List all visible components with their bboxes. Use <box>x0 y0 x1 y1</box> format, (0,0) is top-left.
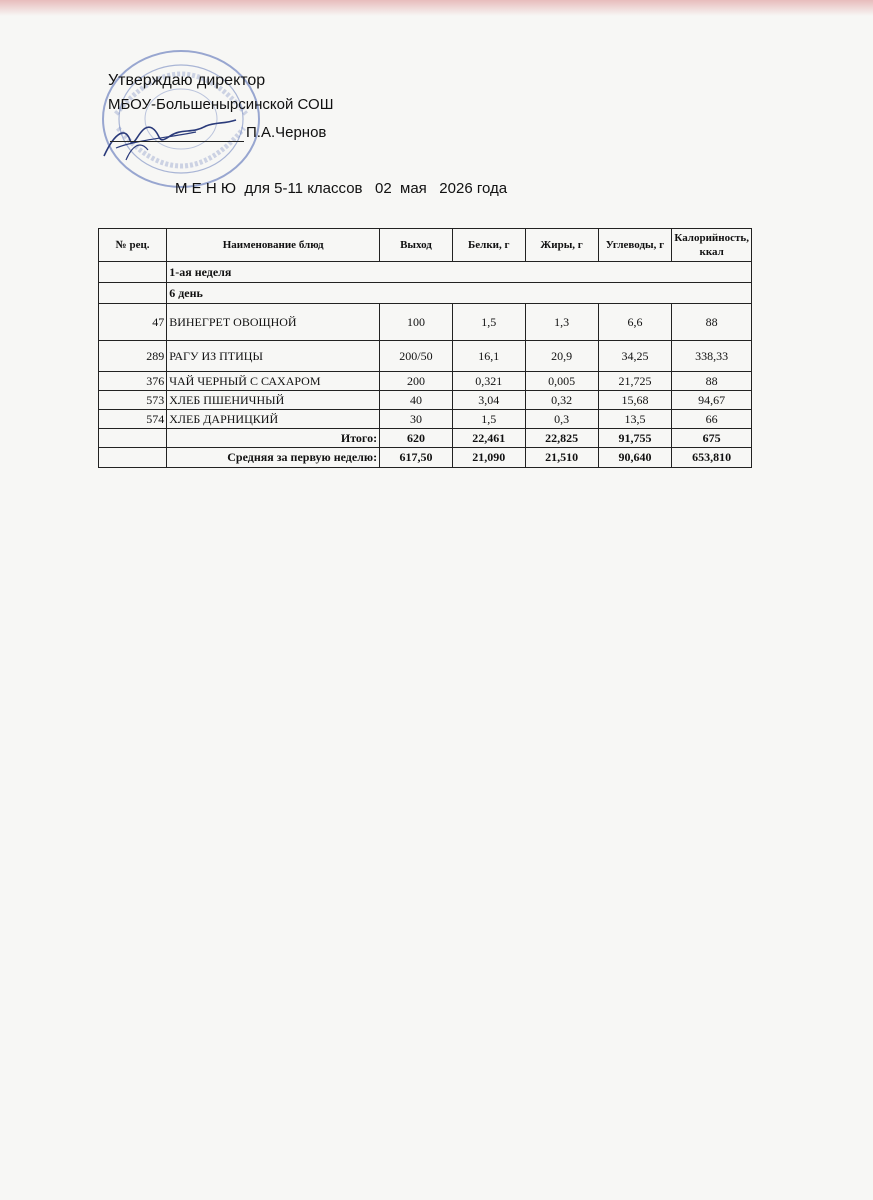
menu-table <box>98 228 752 468</box>
school-name: МБОУ-Большенырсинской СОШ <box>108 96 334 113</box>
calories-value: 94,67 <box>672 391 752 410</box>
fat-value: 0,005 <box>525 372 598 391</box>
total-label: Итого: <box>167 429 380 448</box>
protein-value: 0,321 <box>452 372 525 391</box>
week-row <box>99 262 752 283</box>
output-value: 40 <box>380 391 453 410</box>
menu-title: М Е Н Ю для 5-11 классов 02 мая 2026 года <box>175 180 508 197</box>
empty-cell <box>99 448 167 468</box>
col-dish-name: Наименование блюд <box>167 229 380 262</box>
fat-value: 20,9 <box>525 341 598 372</box>
scan-edge <box>0 0 873 16</box>
average-output: 617,50 <box>380 448 453 468</box>
fat-value: 1,3 <box>525 304 598 341</box>
calories-value: 88 <box>672 304 752 341</box>
calories-value: 338,33 <box>672 341 752 372</box>
signature-line <box>110 141 244 142</box>
table-header-row <box>99 229 752 262</box>
carbs-value: 6,6 <box>598 304 672 341</box>
table-row <box>99 410 752 429</box>
dish-name: РАГУ ИЗ ПТИЦЫ <box>167 341 380 372</box>
output-value: 200/50 <box>380 341 453 372</box>
total-protein: 22,461 <box>452 429 525 448</box>
recipe-number: 47 <box>99 304 167 341</box>
carbs-value: 15,68 <box>598 391 672 410</box>
approval-line: Утверждаю директор <box>108 72 266 89</box>
dish-name: ХЛЕБ ДАРНИЦКИЙ <box>167 410 380 429</box>
table-row <box>99 304 752 341</box>
calories-value: 88 <box>672 372 752 391</box>
average-calories: 653,810 <box>672 448 752 468</box>
dish-name: ВИНЕГРЕТ ОВОЩНОЙ <box>167 304 380 341</box>
recipe-number: 376 <box>99 372 167 391</box>
week-label: 1-ая неделя <box>167 262 752 283</box>
fat-value: 0,32 <box>525 391 598 410</box>
average-label: Средняя за первую неделю: <box>167 448 380 468</box>
col-output: Выход <box>380 229 453 262</box>
col-recipe-number: № рец. <box>99 229 167 262</box>
carbs-value: 21,725 <box>598 372 672 391</box>
protein-value: 1,5 <box>452 304 525 341</box>
col-protein: Белки, г <box>452 229 525 262</box>
dish-name: ХЛЕБ ПШЕНИЧНЫЙ <box>167 391 380 410</box>
table-row <box>99 372 752 391</box>
total-fat: 22,825 <box>525 429 598 448</box>
protein-value: 16,1 <box>452 341 525 372</box>
carbs-value: 34,25 <box>598 341 672 372</box>
empty-cell <box>99 283 167 304</box>
day-label: 6 день <box>167 283 752 304</box>
average-fat: 21,510 <box>525 448 598 468</box>
col-carbs: Углеводы, г <box>598 229 672 262</box>
total-carbs: 91,755 <box>598 429 672 448</box>
day-row <box>99 283 752 304</box>
protein-value: 3,04 <box>452 391 525 410</box>
output-value: 100 <box>380 304 453 341</box>
col-fat: Жиры, г <box>525 229 598 262</box>
output-value: 200 <box>380 372 453 391</box>
average-protein: 21,090 <box>452 448 525 468</box>
fat-value: 0,3 <box>525 410 598 429</box>
recipe-number: 573 <box>99 391 167 410</box>
total-row <box>99 429 752 448</box>
dish-name: ЧАЙ ЧЕРНЫЙ С САХАРОМ <box>167 372 380 391</box>
table-row <box>99 391 752 410</box>
calories-value: 66 <box>672 410 752 429</box>
total-output: 620 <box>380 429 453 448</box>
empty-cell <box>99 262 167 283</box>
director-signature <box>96 110 246 165</box>
average-carbs: 90,640 <box>598 448 672 468</box>
output-value: 30 <box>380 410 453 429</box>
average-row <box>99 448 752 468</box>
protein-value: 1,5 <box>452 410 525 429</box>
col-calories: Калорийность, ккал <box>672 229 752 262</box>
empty-cell <box>99 429 167 448</box>
recipe-number: 289 <box>99 341 167 372</box>
recipe-number: 574 <box>99 410 167 429</box>
table-row <box>99 341 752 372</box>
total-calories: 675 <box>672 429 752 448</box>
carbs-value: 13,5 <box>598 410 672 429</box>
director-name: П.А.Чернов <box>246 124 327 141</box>
